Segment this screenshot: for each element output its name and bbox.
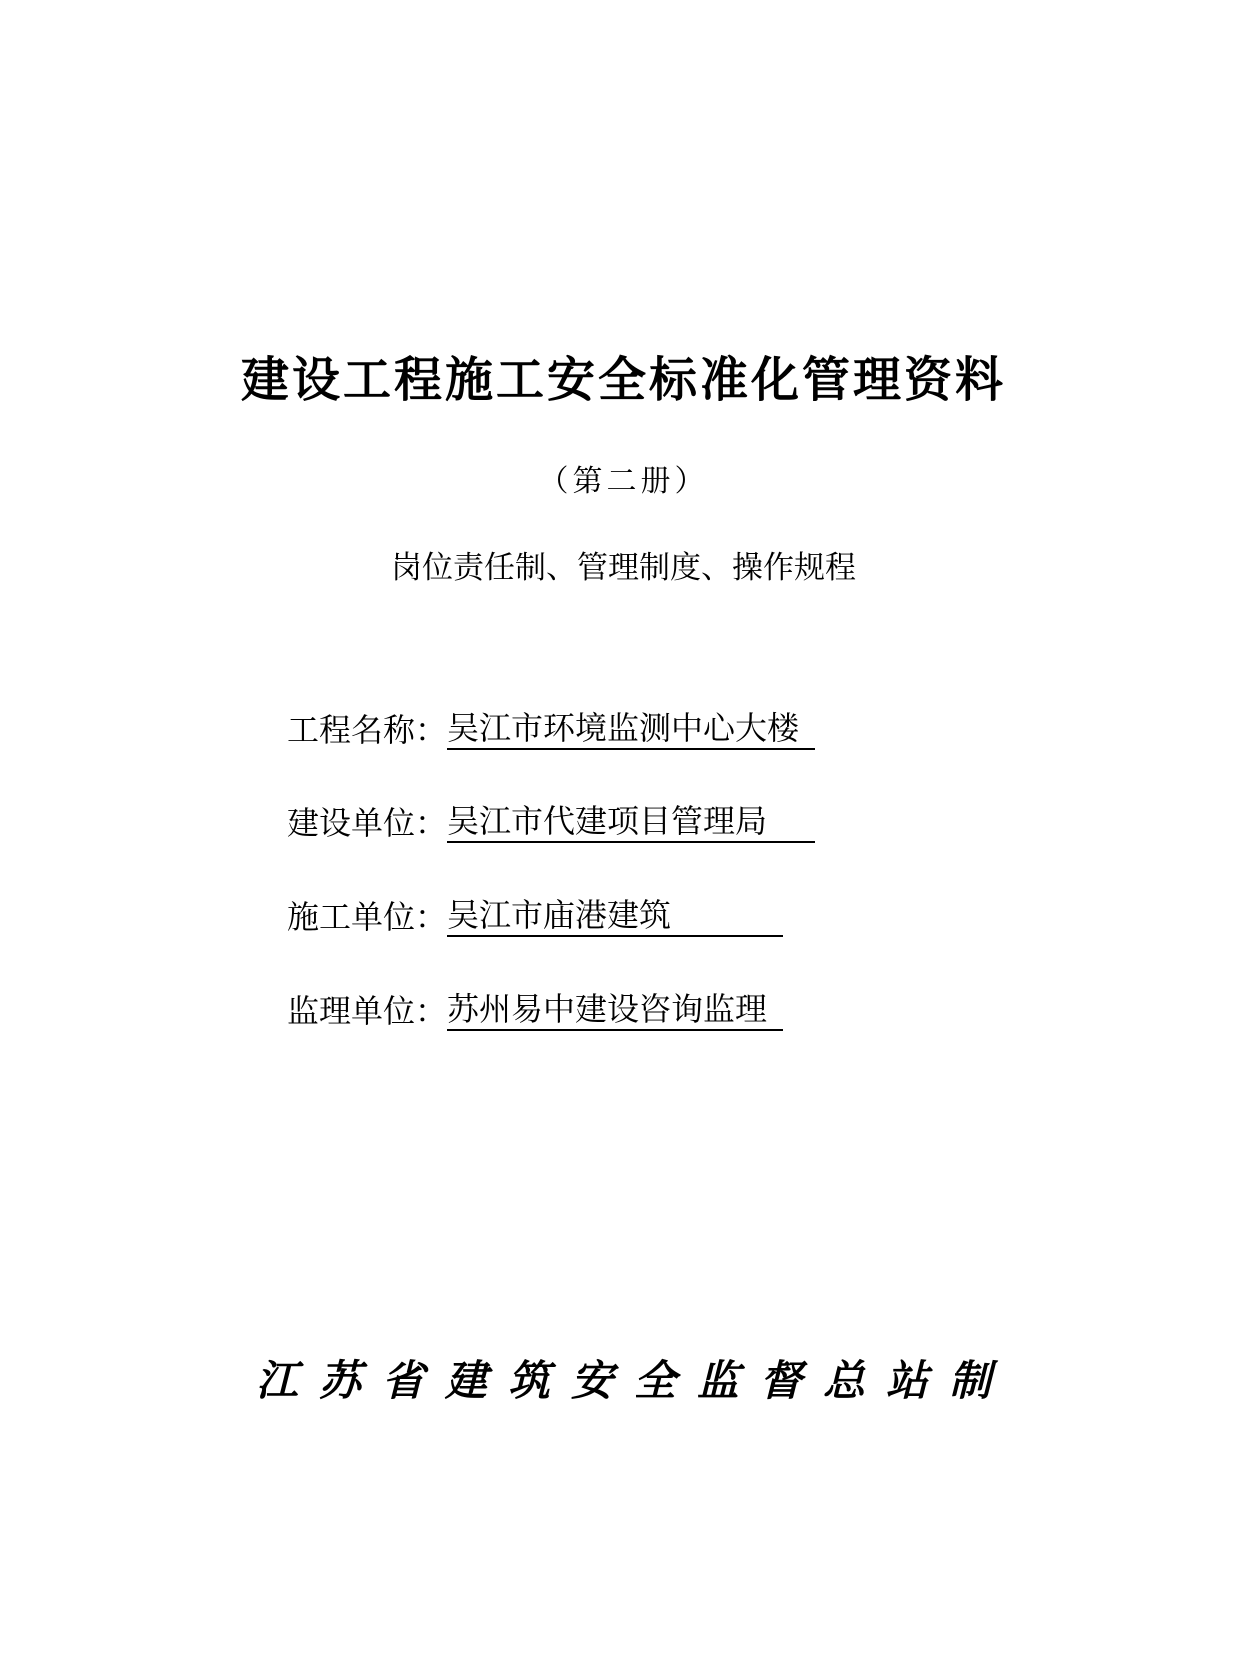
project-name-label: 工程名称： — [287, 711, 448, 749]
construction-unit-label: 建设单位： — [287, 804, 448, 842]
document-subtitle: 岗位责任制、管理制度、操作规程 — [391, 550, 856, 586]
supervision-unit-value: 苏州易中建设咨询监理 — [447, 989, 783, 1031]
builder-unit-label: 施工单位： — [287, 898, 448, 936]
volume-label: （第二册） — [538, 464, 709, 499]
builder-unit-row — [287, 895, 783, 939]
supervision-unit-label: 监理单位： — [287, 992, 448, 1030]
supervision-unit-row — [287, 989, 783, 1033]
issuing-authority: 江苏省建筑安全监督总站制 — [255, 1356, 1012, 1405]
project-name-row — [287, 708, 815, 752]
construction-unit-row — [287, 801, 815, 845]
document-title: 建设工程施工安全标准化管理资料 — [240, 352, 1006, 408]
construction-unit-value: 吴江市代建项目管理局 — [447, 801, 815, 843]
project-name-value: 吴江市环境监测中心大楼 — [447, 708, 815, 750]
builder-unit-value: 吴江市庙港建筑 — [447, 895, 783, 937]
